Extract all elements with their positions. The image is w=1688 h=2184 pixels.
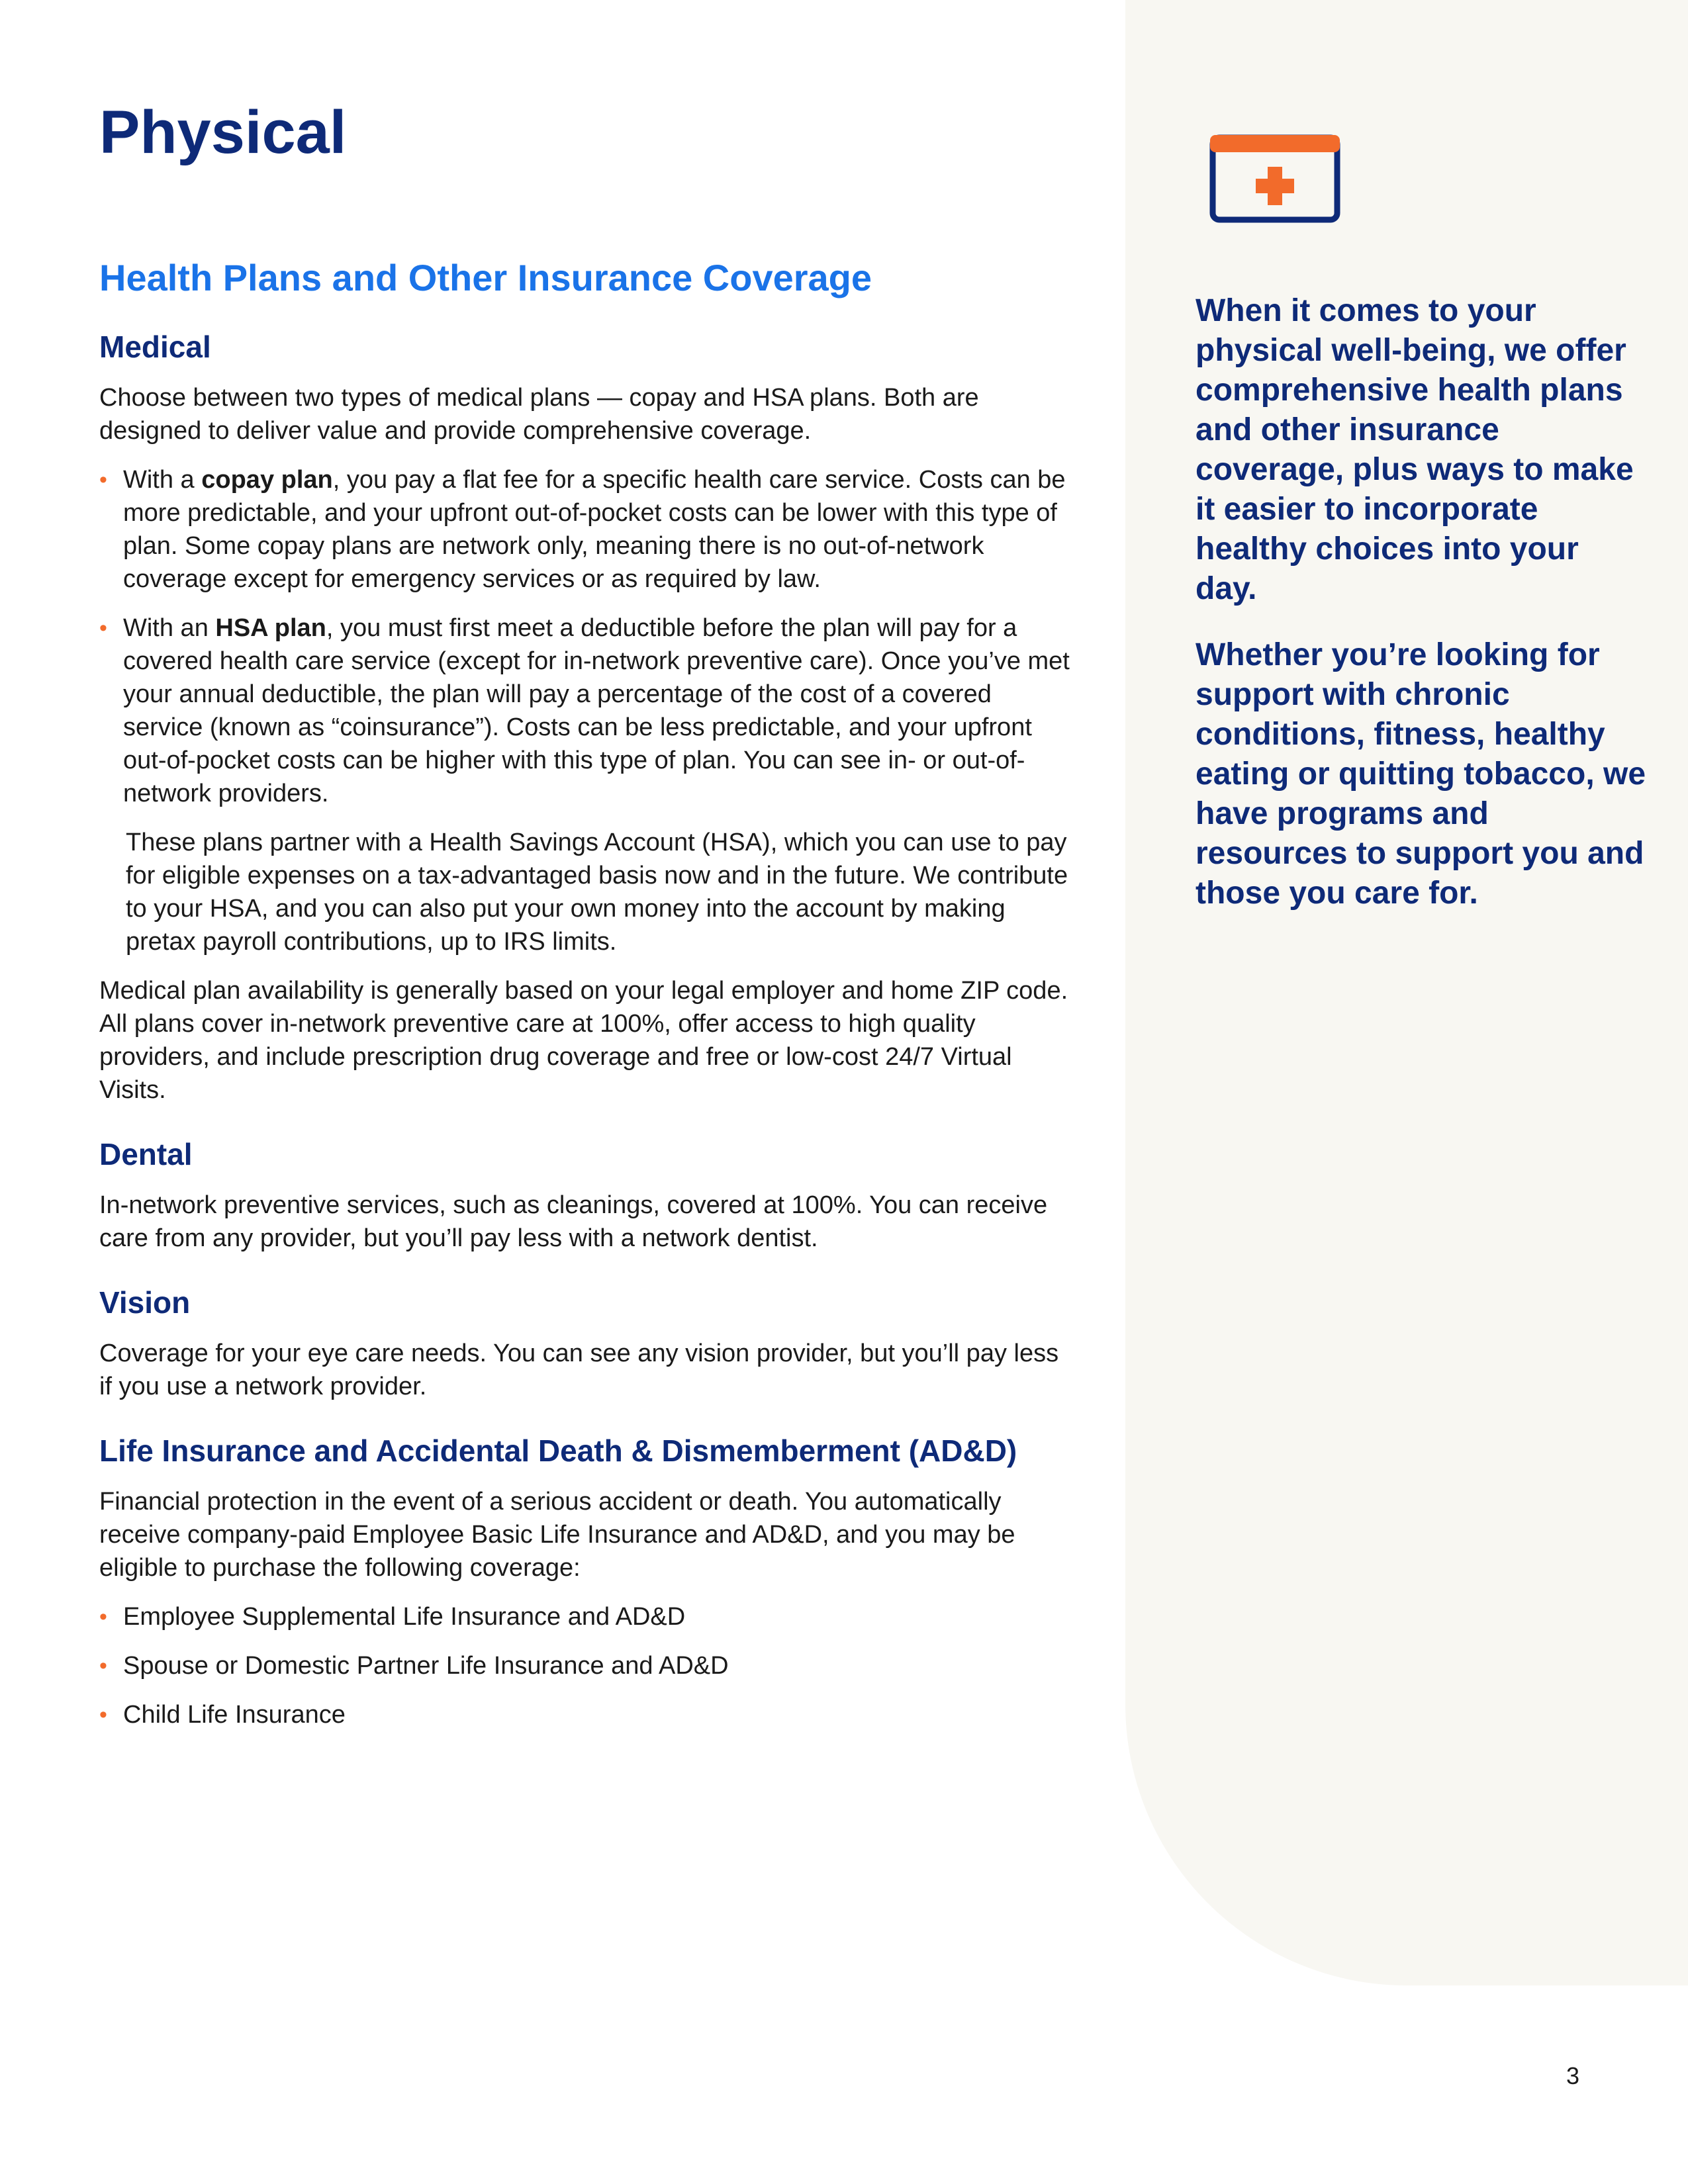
vision-heading: Vision: [99, 1285, 191, 1320]
bullet-icon: •: [99, 1604, 107, 1629]
medical-plan-list: [99, 463, 1072, 810]
hsa-note: These plans partner with a Health Savings Account (HSA), which you can use to pay for eligible expenses on a tax-advantaged basis now and in the future. We contribute to your HSA, and you can also put your own money into the account by making pretax payroll contributions, up to IRS limits.: [126, 829, 1068, 956]
hsa-description: , you must first meet a deductible before the plan will pay for a covered health care service (except for in-network preventive care). Once you’ve met your annual deductible, the plan will pay a percentage of the cost of a covered service (known as “coinsurance”). Costs can be less predictable, and your upfront out-of-pocket costs can be higher with this type of plan. You can see in- or out-of-network providers.: [123, 614, 1070, 807]
life-heading: Life Insurance and Accidental Death & Dismemberment (AD&D): [99, 1433, 1017, 1468]
bullet-icon: •: [99, 1702, 107, 1727]
sidebar-paragraph-2: Whether you’re looking for support with chronic conditions, fitness, healthy eating or quitting tobacco, we have programs and resources to support you and those you care for.: [1196, 637, 1646, 911]
list-item: [99, 1649, 1072, 1682]
page-number: 3: [1566, 2062, 1580, 2089]
copay-plan-label: copay plan: [201, 466, 333, 494]
list-item: [99, 1698, 1072, 1731]
copay-description: , you pay a flat fee for a specific health care service. Costs can be more predictable, and your upfront out-of-pocket costs can be lower with this type of plan. Some copay plans are network only, meaning there is no out-of-network coverage except for emergency services or as required by law.: [123, 466, 1066, 593]
list-item-copay: [99, 463, 1072, 596]
list-item-label: Employee Supplemental Life Insurance and AD&D: [123, 1603, 686, 1631]
vision-text: Coverage for your eye care needs. You can see any vision provider, but you’ll pay less if you use a network provider.: [99, 1340, 1059, 1400]
bullet-icon: •: [99, 615, 107, 641]
page-title: Physical: [99, 99, 347, 166]
sidebar-callout: [1196, 291, 1646, 913]
dental-text: In-network preventive services, such as cleanings, covered at 100%. You can receive care from any provider, but you’ll pay less with a network dentist.: [99, 1191, 1048, 1252]
hsa-prefix: With an: [123, 614, 216, 642]
list-item-label: Child Life Insurance: [123, 1701, 346, 1729]
list-item-hsa: [99, 612, 1072, 810]
sidebar-paragraph-1: When it comes to your physical well-being, we offer comprehensive health plans and other insurance coverage, plus ways to make it easier to incorporate healthy choices into your day.: [1196, 293, 1634, 606]
medical-kit-icon: [1209, 134, 1341, 224]
medical-heading: Medical: [99, 330, 211, 364]
life-text: Financial protection in the event of a serious accident or death. You automatically receive company-paid Employee Basic Life Insurance and AD&D, and you may be eligible to purchase the following coverage:: [99, 1488, 1015, 1582]
list-item-label: Spouse or Domestic Partner Life Insurance and AD&D: [123, 1652, 729, 1680]
medical-availability: Medical plan availability is generally based on your legal employer and home ZIP code. All plans cover in-network preventive care at 100%, offer access to high quality providers, and include prescription drug coverage and free or low-cost 24/7 Virtual Visits.: [99, 977, 1068, 1104]
bullet-icon: •: [99, 1653, 107, 1678]
hsa-plan-label: HSA plan: [215, 614, 326, 642]
main-content: [99, 93, 1072, 1731]
copay-prefix: With a: [123, 466, 202, 494]
medical-intro: Choose between two types of medical plans — copay and HSA plans. Both are designed to deliver value and provide comprehensive coverage.: [99, 384, 979, 445]
life-coverage-list: [99, 1600, 1072, 1731]
bullet-icon: •: [99, 467, 107, 492]
list-item: [99, 1600, 1072, 1633]
dental-heading: Dental: [99, 1137, 193, 1171]
section-title: Health Plans and Other Insurance Coverage: [99, 257, 872, 298]
